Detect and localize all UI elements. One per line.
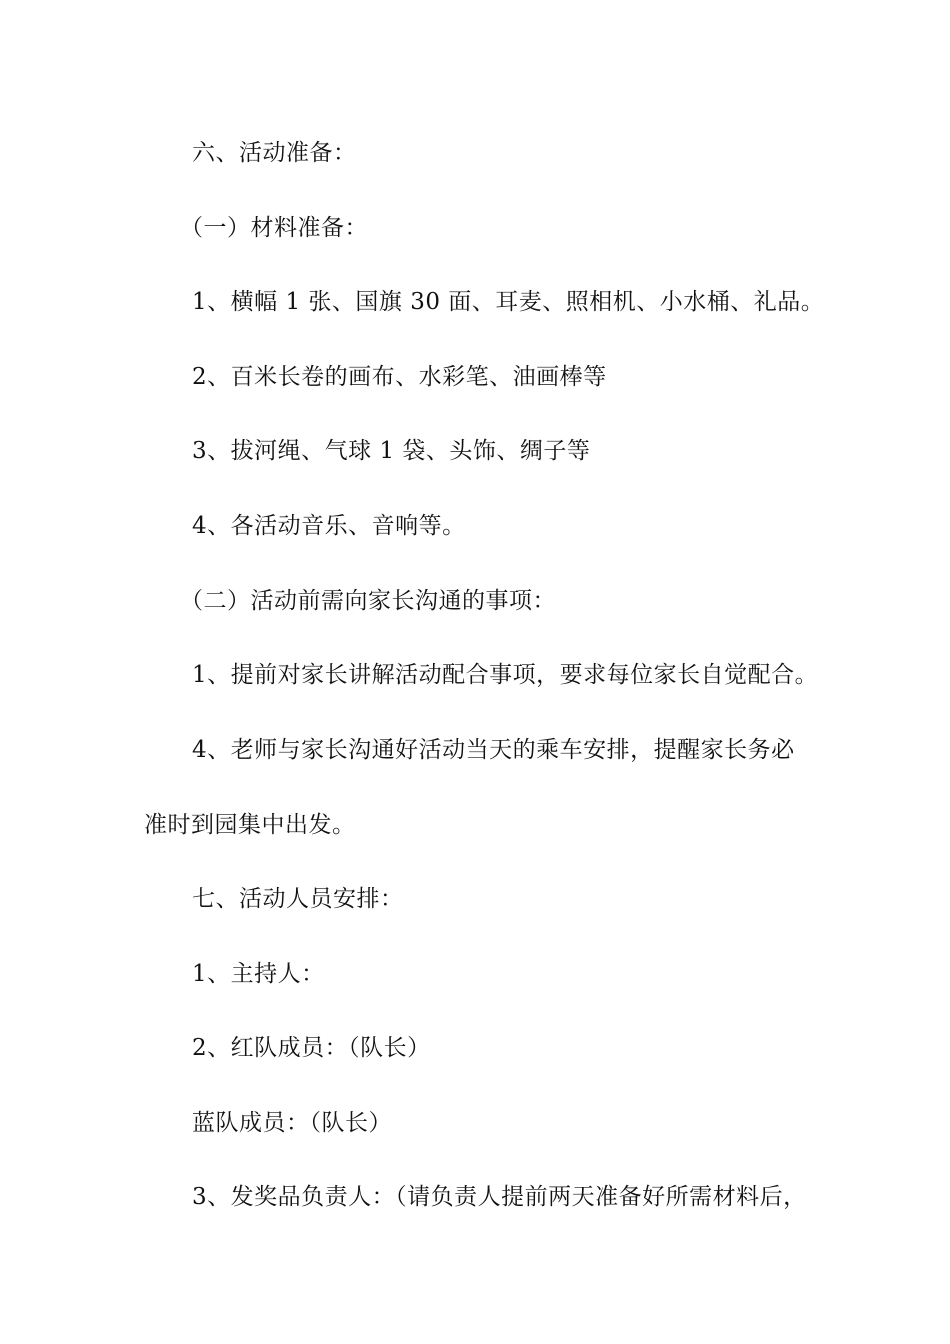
subsection-heading-materials: （一）材料准备： [180,215,368,241]
staff-item-prizes: 3、发奖品负责人：（请负责人提前两天准备好所需材料后， [192,1184,807,1210]
communication-item-4-continued: 准时到园集中出发。 [144,812,356,838]
materials-item-1: 1、横幅 1 张、国旗 30 面、耳麦、照相机、小水桶、礼品。 [192,289,825,315]
materials-item-2: 2、百米长卷的画布、水彩笔、油画棒等 [192,364,607,390]
staff-item-host: 1、主持人： [192,961,325,987]
section-heading-staff: 七、活动人员安排： [192,886,404,912]
communication-item-4: 4、老师与家长沟通好活动当天的乘车安排，提醒家长务必 [192,737,795,763]
staff-item-blue-team: 蓝队成员：（队长） [192,1110,392,1136]
section-heading-preparation: 六、活动准备： [192,140,357,166]
staff-item-red-team: 2、红队成员：（队长） [192,1035,431,1061]
materials-item-3: 3、拔河绳、气球 1 袋、头饰、绸子等 [192,438,591,464]
communication-item-1: 1、提前对家长讲解活动配合事项，要求每位家长自觉配合。 [192,662,819,688]
materials-item-4: 4、各活动音乐、音响等。 [192,513,466,539]
subsection-heading-parent-communication: （二）活动前需向家长沟通的事项： [180,588,556,614]
